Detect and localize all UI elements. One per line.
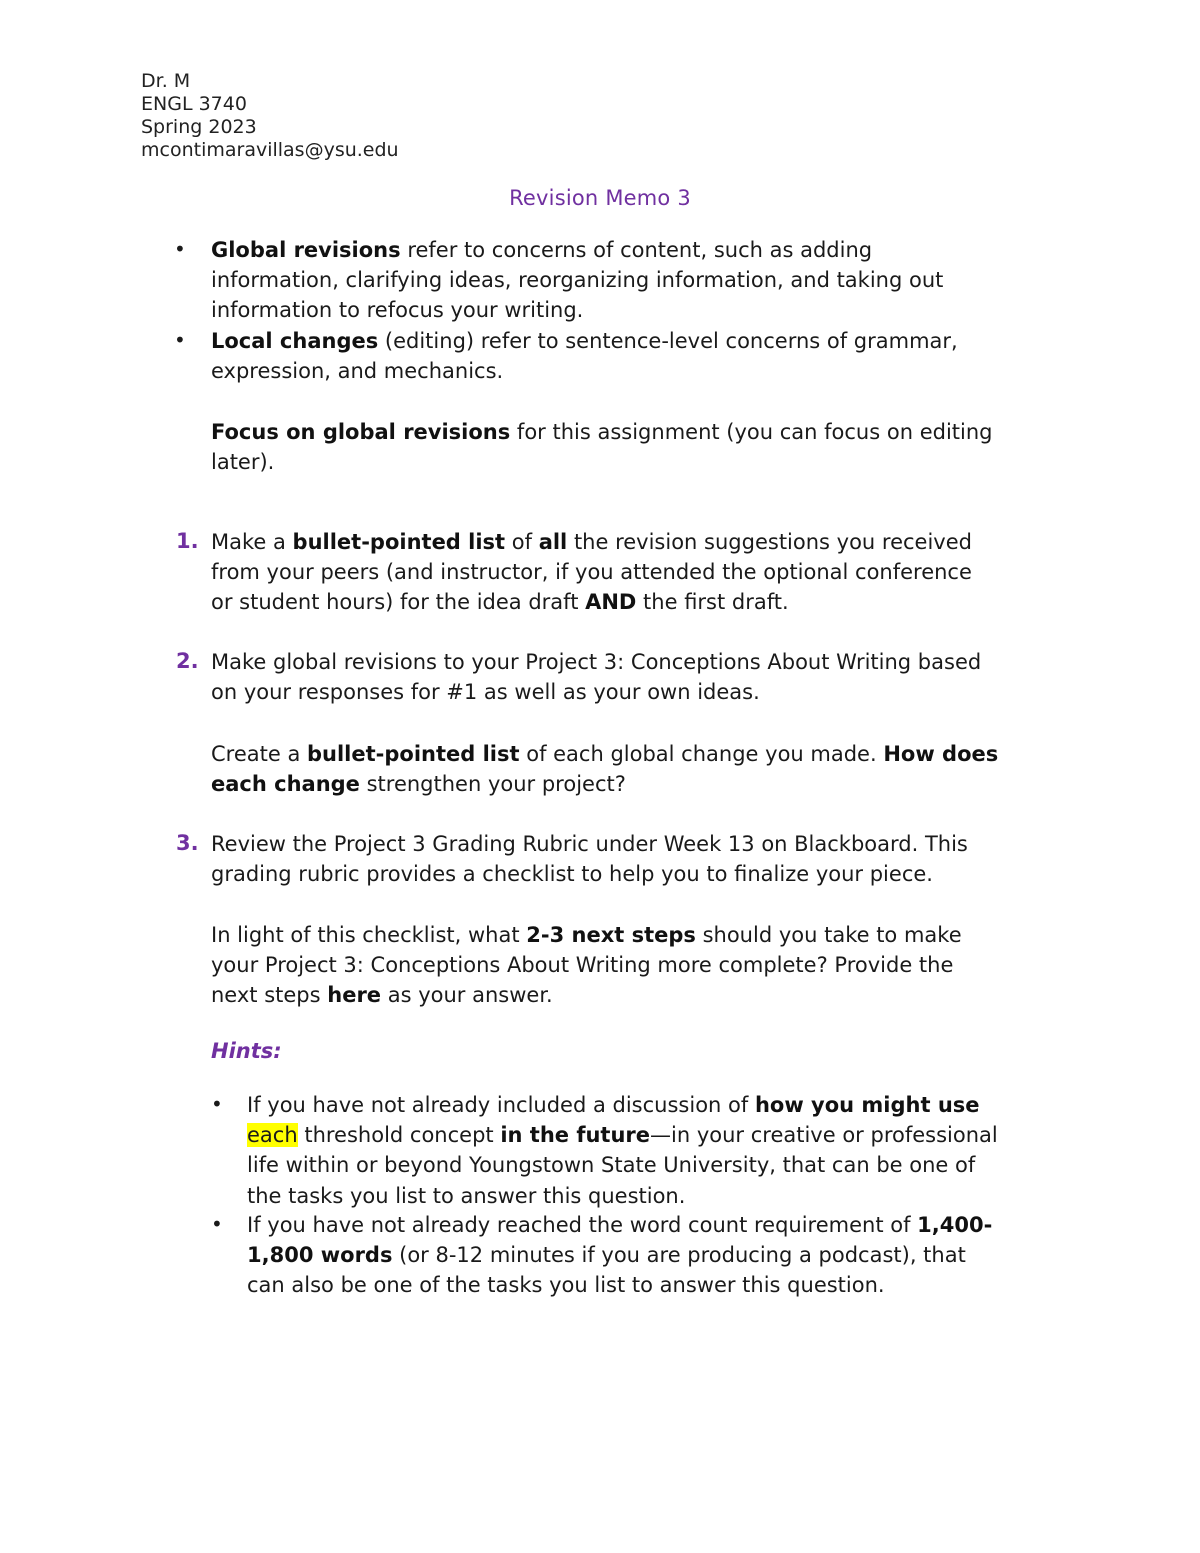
focus-paragraph: Focus on global revisions for this assignment (you can focus on editing later). <box>211 420 993 475</box>
step-2: Make global revisions to your Project 3: Conceptions About Writing based on your responses for #1 as well as your own ideas. <box>211 650 982 705</box>
intro-bullet-global: Global revisions refer to concerns of content, such as adding information, clarifying ideas, reorganizing information, and taking out information to refocus your writing. <box>211 238 944 323</box>
step-number: 2. <box>176 649 199 673</box>
bullet-glyph: • <box>174 328 186 352</box>
term-local-changes: Local changes <box>211 329 379 353</box>
bullet-glyph: • <box>211 1212 223 1236</box>
course-code: ENGL 3740 <box>141 93 247 115</box>
step-3-subparagraph: In light of this checklist, what 2-3 next steps should you take to make your Project 3: Conceptions About Writing more complete? Provide the next steps here as your answer. <box>211 923 962 1008</box>
author-name: Dr. M <box>141 70 191 92</box>
step-3: Review the Project 3 Grading Rubric under Week 13 on Blackboard. This grading rubric provides a checklist to help you to finalize your piece. <box>211 832 968 887</box>
term: Spring 2023 <box>141 116 257 138</box>
hint-1: If you have not already included a discussion of how you might use each threshold concept in the future—in your creative or professional life within or beyond Youngstown State University, that can be one of the tasks you list to answer this question. <box>247 1093 998 1208</box>
hints-heading: Hints: <box>211 1039 282 1063</box>
bullet-glyph: • <box>211 1092 223 1116</box>
bullet-glyph: • <box>174 237 186 261</box>
step-1: Make a bullet-pointed list of all the revision suggestions you received from your peers (and instructor, if you attended the optional conference or student hours) for the idea draft AND the first draft. <box>211 530 972 615</box>
email-address: mcontimaravillas@ysu.edu <box>141 139 399 161</box>
step-2-subparagraph: Create a bullet-pointed list of each global change you made. How does each change strengthen your project? <box>211 742 999 797</box>
step-number: 3. <box>176 831 199 855</box>
document-header <box>141 70 399 162</box>
highlighted-word: each <box>247 1123 298 1148</box>
term-global-revisions: Global revisions <box>211 238 401 262</box>
intro-bullet-local: Local changes (editing) refer to sentence-level concerns of grammar, expression, and mechanics. <box>211 329 958 384</box>
document-title: Revision Memo 3 <box>509 186 691 210</box>
step-number: 1. <box>176 529 199 553</box>
hint-2: If you have not already reached the word count requirement of 1,400- 1,800 words (or 8-12 minutes if you are producing a podcast), that can also be one of the tasks you list to answer this question. <box>247 1213 993 1298</box>
